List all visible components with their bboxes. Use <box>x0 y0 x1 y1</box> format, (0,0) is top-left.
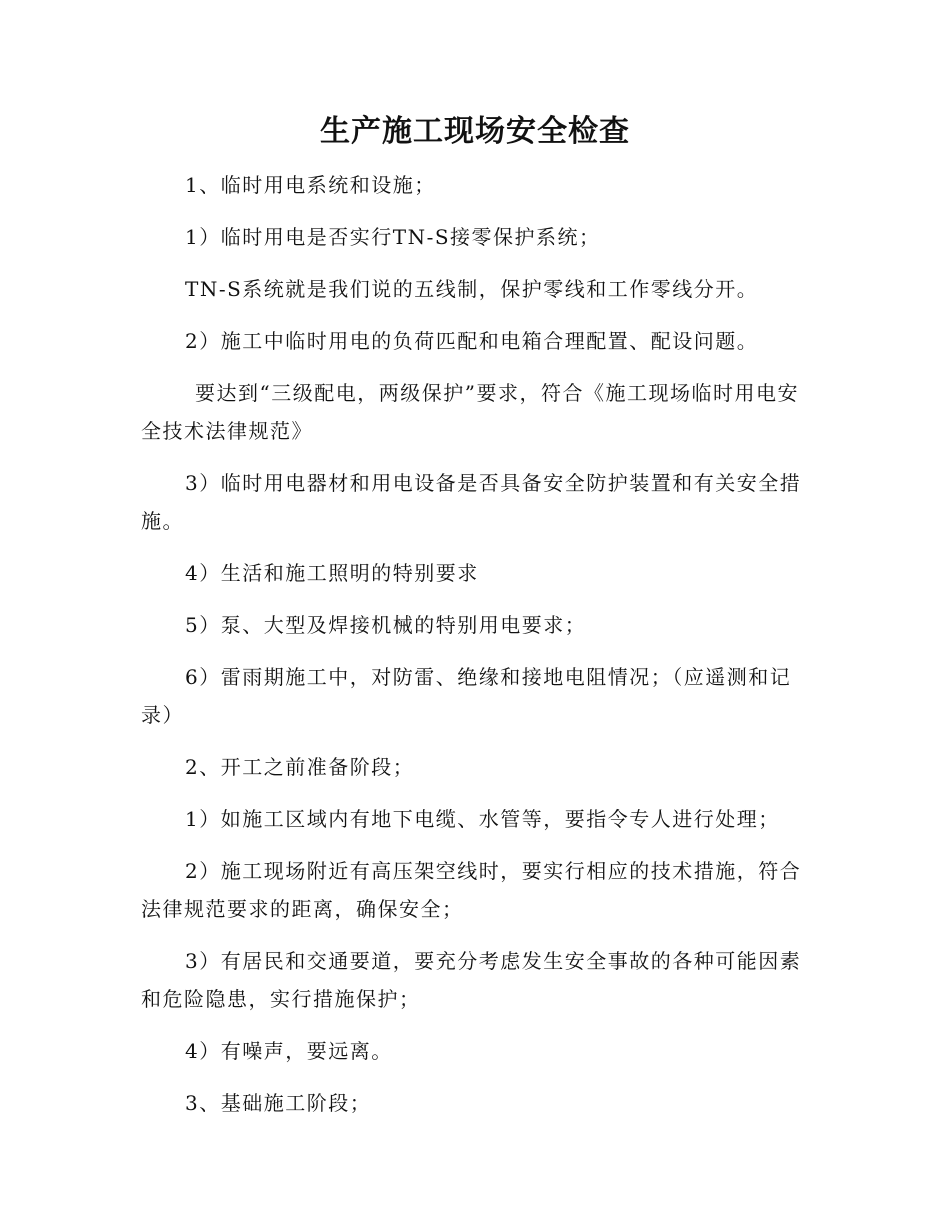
paragraph-6: 3）临时用电器材和用电设备是否具备安全防护装置和有关安全措施。 <box>141 471 802 533</box>
paragraph-7: 4）生活和施工照明的特别要求 <box>185 561 479 585</box>
paragraph-9: 6）雷雨期施工中，对防雷、绝缘和接地电阻情况；（应遥测和记录） <box>141 665 792 727</box>
paragraph-15: 3、基础施工阶段； <box>185 1091 372 1115</box>
paragraph-13: 3）有居民和交通要道，要充分考虑发生安全事故的各种可能因素和危险隐患，实行措施保护； <box>141 949 802 1011</box>
paragraph-4: 2）施工中临时用电的负荷匹配和电箱合理配置、配设问题。 <box>185 329 759 353</box>
paragraph-8: 5）泵、大型及焊接机械的特别用电要求； <box>185 613 587 637</box>
paragraph-10: 2、开工之前准备阶段； <box>185 755 415 779</box>
paragraph-2: 1）临时用电是否实行TN-S接零保护系统； <box>185 225 601 249</box>
paragraph-1: 1、临时用电系统和设施； <box>185 173 436 197</box>
paragraph-3: TN-S系统就是我们说的五线制，保护零线和工作零线分开。 <box>185 277 759 301</box>
paragraph-5: 要达到“三级配电，两级保护”要求，符合《施工现场临时用电安全技术法律规范》 <box>141 381 799 443</box>
paragraph-11: 1）如施工区域内有地下电缆、水管等，要指令专人进行处理； <box>185 807 780 831</box>
paragraph-12: 2）施工现场附近有高压架空线时，要实行相应的技术措施，符合法律规范要求的距离，确保安全； <box>141 859 802 921</box>
document-title: 生产施工现场安全检查 <box>320 114 630 149</box>
paragraph-14: 4）有噪声，要远离。 <box>185 1039 393 1063</box>
